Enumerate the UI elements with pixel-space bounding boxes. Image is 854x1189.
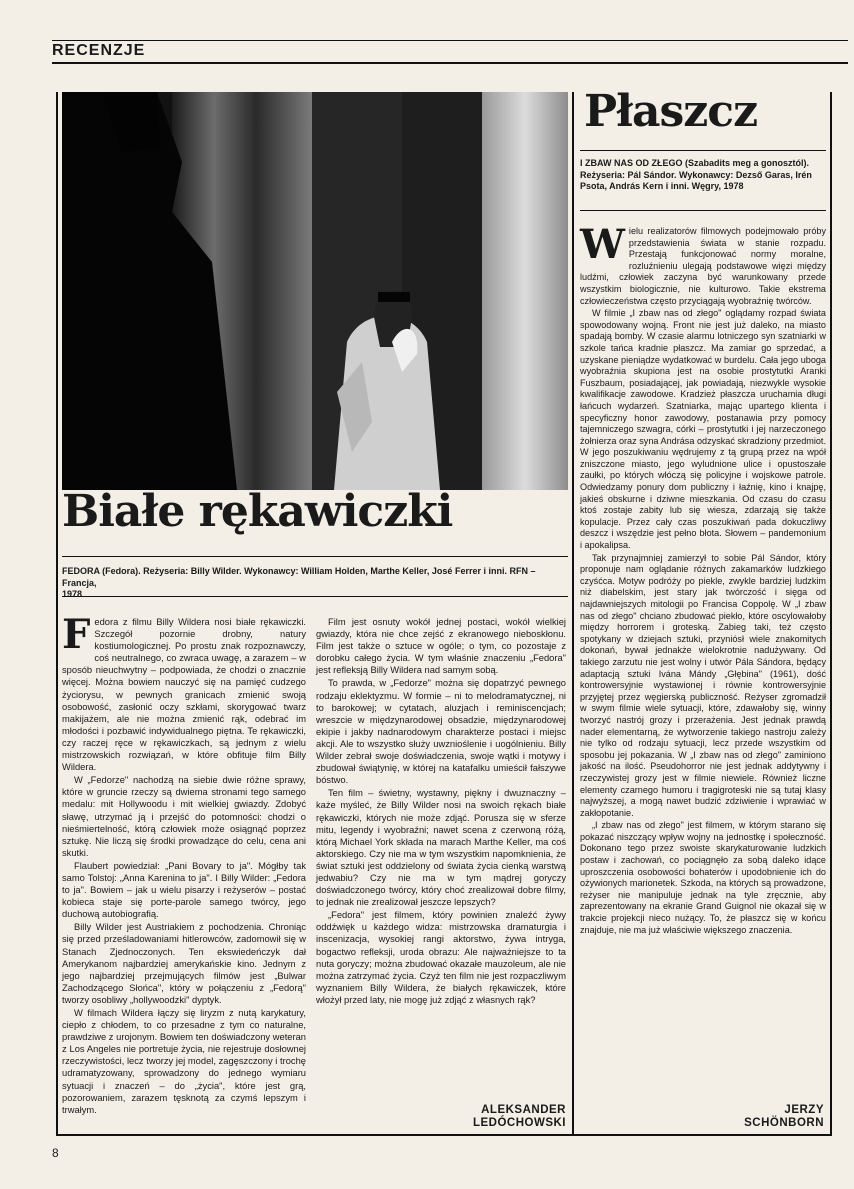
left-credits-line-2: 1978 bbox=[62, 589, 83, 599]
left-col2-paragraph: Ten film – świetny, wystawny, piękny i dwuznaczny – każe myśleć, że Billy Wilder nosi na swoich rękach białe rękawiczki, których nie może zdjąć. Porusza się w sferze mitu, legendy i wyobraźni; nawet scena z czerwoną różą, którą Michael York składa na marach Marthe Keller, ma coś aktorskiego. Czy nie ma w tym wszystkim napomknienia, że świat sztuki jest oddzielony od świata życia cienką warstwą jedwabiu? Czy nie ma w tym mądrej goryczy doświadczonego twórcy, który choć zrealizował dobre filmy, to jednak nie zrealizował jeszcze lepszych? bbox=[316, 788, 566, 908]
left-col2-paragraph: „Fedora" jest filmem, który powinien znaleźć żywy oddźwięk u każdego widza: mistrzowska dramaturgia i inscenizacja, wysokiej rangi aktorstwo, żywa intryga, bogactwo refleksji, uroda obrazu: Ale najważniejsze to ta nuta goryczy; można zbudować okazałe mauzoleum, ale nie można zatrzymać życia. Czyż ten film nie jest rozpaczliwym wyznaniem Billy Wildera, że białych rękawiczek, które włożył przed laty, nie mogę już zdjąć z własnych rąk? bbox=[316, 910, 566, 1005]
left-title-rule bbox=[62, 556, 568, 557]
right-author-line: SCHÖNBORN bbox=[744, 1117, 824, 1129]
right-paragraph: W filmie „I zbaw nas od złego" oglądamy rozpad świata spowodowany wojną. Front nie jest już daleko, na miasto spadają bomby. W czasie alarmu lotniczego syn szatniarki w szkole tańca kradnie płaszcz. Ma zamiar go sprzedać, a uzyskane pieniądze wydatkować w burdelu. Cała jego uboga wyobraźnia skupiona jest na osobie prostytutki Aranki Fuszbaum, posiadającej, jak powiadają, niezwykle wysokie kwalifikacje zawodowe. Kradzież płaszcza uruchamia długi łańcuch wydarzeń. Szatniarka, mając upartego klienta i specyficzny honor zawodowy, postanawia przy pomocy tajemniczego szwagra, córki – prostytutki i jej narzeczonego żołnierza oraz syna Andrása odzyskać skradziony przedmiot. W jego poszukiwaniu wędrujemy z tą grupą przez na wpół zniszczone miasto, jego wyludnione ulice i opustoszałe zaułki, po których włóczą się policyjne i wojskowe patrole. Odwiedzamy ponury dom publiczny i łaźnię, kino i knajpę, jakieś obskurne i dziwne mieszkania. Od czasu do czasu ktoś zostaje zabity lub się wiesza, zdarzają się także kopulacje. Przez cały czas poszukiwań pada dokuczliwy deszcz i wszędzie jest pełno błota. Słowem – pandemonium i apokalipsa. bbox=[580, 308, 826, 551]
page-number: 8 bbox=[52, 1146, 59, 1160]
section-rule bbox=[52, 62, 848, 64]
left-credits-line-1: FEDORA (Fedora). Reżyseria: Billy Wilder. Wykonawcy: William Holden, Marthe Keller, José Ferrer i inni. RFN – Francja, bbox=[62, 566, 536, 588]
left-frame-line bbox=[56, 92, 58, 1134]
right-review-credits: I ZBAW NAS OD ZŁEGO (Szabadits meg a gonosztól). Reżyseria: Pál Sándor. Wykonawcy: Dezső Garas, Irén Psota, András Kern i inni. Węgry, 1978 bbox=[580, 158, 812, 191]
center-frame-line bbox=[572, 92, 574, 1134]
right-frame-line bbox=[830, 92, 832, 1134]
left-col2-paragraph: Film jest osnuty wokół jednej postaci, wokół wielkiej gwiazdy, która nie chce zejść z ekranowego nieboskłonu. Film jest także o sztuce w ogóle; o tym, co pozostaje z dorobku całego życia. W tym właśnie znaczeniu „Fedora" jest refleksją Billy Wildera nad samym sobą. bbox=[316, 617, 566, 676]
left-col2-paragraph: To prawda, w „Fedorze" można się dopatrzyć pewnego rodzaju eklektyzmu. W formie – ni to melodramatycznej, ni to barokowej; w cytatach, aluzjach i reminiscencjach; wreszcie w międzynarodowej obsadzie, międzynarodowej ekipie i jakby nadnarodowym charakterze postaci i miejsc akcji. Ale to wszystko służy uwznioślenie i uogólnieniu. Billy Wilder zebrał swoje doświadczenia, swoje wątki i motywy i zbudował świątynię, w której na katafalku umieścił fałszywe bóstwo. bbox=[316, 678, 566, 786]
top-rule bbox=[52, 40, 848, 41]
left-col1-paragraph: W filmach Wildera łączy się liryzm z nutą karykatury, ciepło z chłodem, to co przesadne z tym co naturalne, prawdziwe z urojonym. Bowiem ten doświadczony weteran z Los Angeles nie portretuje życia, nie rejestruje dosłownej rzeczywistości, lecz tworzy jej model, zagęszczony i trochę udramatyzowany, sprowadzony do jednego wymiaru sytuacji i znaczeń – do „życia", które jest grą, pozorowaniem, zarazem tęsknotą za czymś lepszym i trwałym. bbox=[62, 1008, 306, 1115]
left-author-line: LEDÓCHOWSKI bbox=[472, 1117, 566, 1129]
right-paragraph: Wielu realizatorów filmowych podejmowało próby przedstawienia świata w stanie rozpadu. Przestają funkcjonować normy moralne, rozluźnieniu ulegają podstawowe więzi między ludźmi, człowiek zaczyna być warunkowany przede wszystkim biologicznie, nie kulturowo. Takie ekstrema człowieczeństwa często przyciągają wyobraźnię twórców. bbox=[580, 221, 826, 306]
left-credits-rule bbox=[62, 596, 568, 597]
left-review-column-2 bbox=[316, 616, 566, 1007]
right-review-title: Płaszcz bbox=[584, 86, 758, 137]
left-review-author bbox=[400, 1104, 566, 1130]
left-review-title: Białe rękawiczki bbox=[62, 486, 453, 537]
left-col1-paragraph: Fedora z filmu Billy Wildera nosi białe rękawiczki. Szczegół pozornie drobny, natury kostiumologicznej. Po prostu znak rozpoznawczy, coś neutralnego, co zwraca uwagę, a zarazem – w sposób nieuchwytny – podpowiada, że chodzi o znacznie więcej. Można bowiem nauczyć się na pamięć cudzego życiorysu, w pewnych granicach zmienić swoją osobowość, zasłonić oczy szkłami, skorygować twarz makijażem, ale nie można zmienić rąk, odebrać im młodości i pozbawić indywidualnego piętna. Te rękawiczki, czy raczej ręce w rękawiczkach, są jednym z wielu mistrzowskich rozwiązań, w które obfituje film Billy Wildera. bbox=[62, 611, 306, 773]
section-label: RECENZJE bbox=[52, 42, 146, 59]
film-still-photo bbox=[62, 92, 568, 490]
right-paragraph: Tak przynajmniej zamierzył to sobie Pál Sándor, który proponuje nam oglądanie różnych zakamarków ludzkiego czyśćca. Motyw podróży po piekle, zwykle bardziej ludzkim niż diabelskim, jest stary jak twórczość i sięga od najdawniejszych mitologii po Francisa Coppolę. W „I zbaw nas od złego" chciano zbudować piekło, które oscylowałoby między horrorem i groteską. Zabieg taki, też często spotykany w dziejach sztuki, przyniósł wiele znakomitych dokonań, bywał jednakże wielokrotnie nadużywany. Od takiego zarzutu nie jest wolny i utwór Pála Sándora, będący adaptacją sztuki Ivána Mándy „Głębina" (1961), dość kontrowersyjnie wystawionej i równie kontrowersyjnie przyjętej przez węgierską publiczność. Reżyser zgromadził w swym filmie wiele sytuacji, które, zdawałoby się, winny tworzyć nastrój grozy i przerażenia. Jest jednak prawdą nader elementarną, że wytworzenie takiego nastroju zależy nie tylko od rodzaju sytuacji, lecz przede wszystkim od sposobu jej pokazania. W „I zbaw nas od złego" zaminiono jakość na ilość. Pseudohorror nie jest jednak addytywny i rzeczywistej grozy jest w filmie niewiele. Również liczne elementy czarnego humoru i tragigroteski nie są tutaj klasy najwyższej, a mogą nawet budzić zdziwienie i wprawiać w zakłopotanie. bbox=[580, 552, 826, 818]
right-review-column bbox=[580, 221, 826, 937]
right-paragraph: „I zbaw nas od złego" jest filmem, w którym starano się pokazać niszczący wpływ wojny na jednostkę i społeczność. Dokonano tego przez swoiste skarykaturowanie ludzkich postaw i zachowań, co pociągnęło za sobą daleko idące uproszczenia osobowości bohaterów i upodobnienie ich do ożywionych marionetek. Szkoda, na których są prowadzone, reżyser nie manipuluje jednak na tyle zręcznie, aby zaprezentowany na ekranie Grand Guignol nie okazał się w trakcie projekcji nieco nużący. To, że płaszcz się w końcu znajduje, nie ma już właściwie większego znaczenia. bbox=[580, 820, 826, 935]
left-col1-paragraph: W „Fedorze" nachodzą na siebie dwie różne sprawy, które w gruncie rzeczy są dwiema stronami tego samego medalu: mit Hollywoodu i mit wielkiej gwiazdy. Zdobyć sławę, utrzymać ją i przejść do potomności: chodzi o nieśmiertelność, którą człowiek może osiągnąć poprzez sztukę. Nie liczą się środki prowadzące do celu, cena ani skutki. bbox=[62, 775, 306, 858]
bottom-rule bbox=[56, 1134, 832, 1136]
left-review-column-1 bbox=[62, 611, 306, 1117]
right-credits-rule bbox=[580, 210, 826, 211]
left-author-line: ALEKSANDER bbox=[481, 1104, 566, 1116]
left-col1-paragraph: Flaubert powiedział: „Pani Bovary to ja". Mógłby tak samo Tolstoj: „Anna Karenina to ja". I Billy Wilder: „Fedora to ja". Bowiem – jak u wielu pisarzy i reżyserów – postać kobieca staje się porte-parole samego twórcy, jego duchową autobiografią. bbox=[62, 860, 306, 920]
right-author-line: JERZY bbox=[784, 1104, 824, 1116]
right-title-rule bbox=[580, 150, 826, 151]
film-still-illustration bbox=[62, 92, 568, 490]
left-col1-paragraph: Billy Wilder jest Austriakiem z pochodzenia. Chroniąc się przed prześladowaniami hitlerowców, zadomowił się w Stanach Zjednoczonych. Ten ekswiedeńczyk dał Amerykanom najbardziej amerykańskie kino. Jednym z jego najbardziej przejmujących filmów jest „Bulwar Zachodzącego Słońca", który w połączeniu z „Fedorą" tworzy osobliwy „hollywoodzki" dyptyk. bbox=[62, 922, 306, 1005]
right-review-author bbox=[680, 1104, 824, 1130]
